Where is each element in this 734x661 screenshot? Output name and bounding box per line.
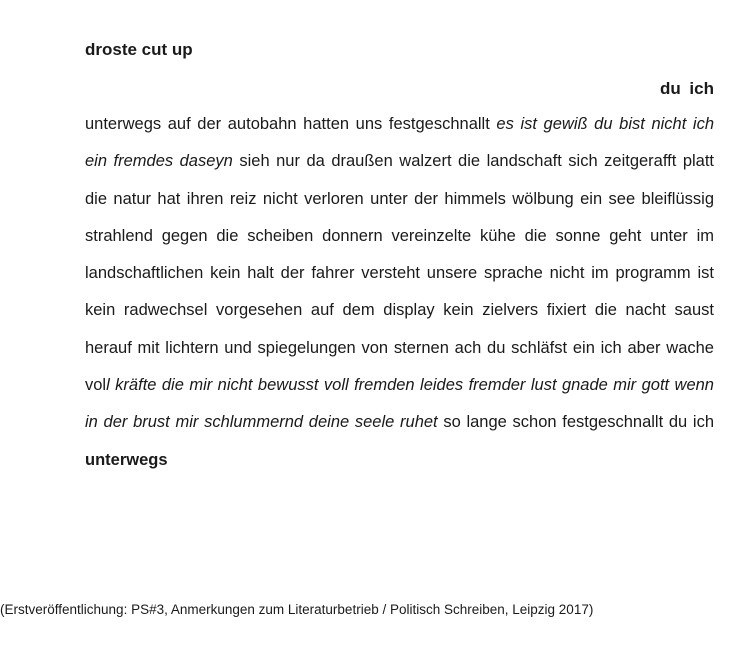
poem-quote-italic: l kräfte die mir nicht bewusst voll fremden leides fremder lust gnade mir gott wenn in der brust mir schlummernd deine seele ruhet <box>85 376 714 432</box>
poem-quote-italic: es ist gewiß du bist nicht ich ein fremdes daseyn <box>85 115 714 171</box>
page-title: droste cut up <box>85 40 193 59</box>
poem-segment-regular: unterwegs auf der autobahn hatten uns festgeschnallt <box>85 115 497 133</box>
poem-segment-regular: sieh nur da draußen walzert die landschaft sich zeitgerafft platt die natur hat ihren reiz nicht verloren unter der himmels wölbung ein see bleiflüssig strahlend gegen die scheiben donnern vereinzelte kühe die sonne geht unter im landschaftlichen kein halt der fahrer versteht unsere sprache nicht im programm ist kein radwechsel vorgesehen auf dem display kein zielvers fixiert die nacht saust herauf mit lichtern und spiegelungen von sternen ach du schläfst ein ich aber wache vol <box>85 152 715 395</box>
poem-text <box>85 106 714 479</box>
poem-final-word: unterwegs <box>85 450 168 469</box>
poem-segment-regular: so lange schon festgeschnallt du ich <box>437 413 715 432</box>
subtitle: du ich <box>659 79 714 98</box>
publication-note: (Erstveröffentlichung: PS#3, Anmerkungen zum Literaturbetrieb / Politisch Schreiben, Leipzig 2017) <box>0 602 594 617</box>
